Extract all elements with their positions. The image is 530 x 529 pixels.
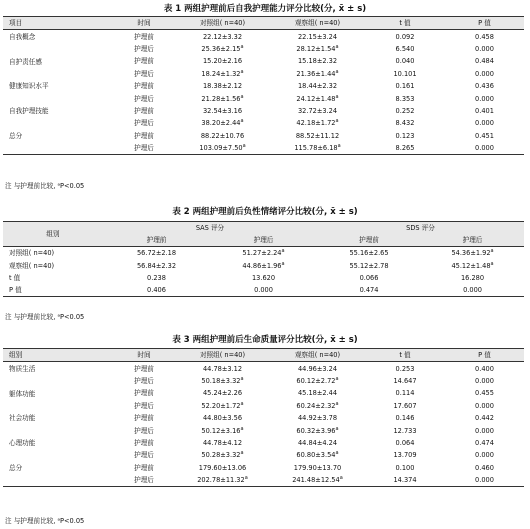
control-cell bbox=[175, 142, 270, 155]
group-cell bbox=[3, 142, 113, 155]
significance-mark: a bbox=[335, 93, 339, 100]
t-cell: 0.040 bbox=[395, 57, 415, 66]
observe-cell bbox=[270, 400, 365, 412]
table-row bbox=[3, 130, 524, 142]
control-cell bbox=[175, 80, 270, 92]
time-cell: 护理前 bbox=[134, 131, 154, 140]
table-row bbox=[3, 462, 524, 474]
table-row bbox=[3, 449, 524, 461]
table2-subheader: 护理后 bbox=[421, 234, 524, 247]
score-cell bbox=[317, 260, 421, 272]
control-cell-value: 103.09±7.50 bbox=[199, 144, 243, 153]
p-cell: 0.474 bbox=[475, 438, 494, 447]
p-cell: 0.000 bbox=[445, 142, 524, 155]
group-cell: 观察组( n=40) bbox=[9, 261, 55, 270]
score-cell-value: 54.36±1.92 bbox=[451, 249, 491, 258]
group-cell: 健康知识水平 bbox=[9, 82, 49, 91]
observe-cell-value: 28.12±1.54 bbox=[296, 44, 336, 53]
observe-cell bbox=[270, 462, 365, 474]
time-cell: 护理后 bbox=[134, 376, 154, 385]
observe-cell-value: 42.18±1.72 bbox=[296, 119, 336, 128]
control-cell-value: 50.28±3.32 bbox=[201, 451, 241, 460]
time-cell: 护理后 bbox=[134, 451, 154, 460]
table3-column-header: 组别 bbox=[3, 349, 113, 362]
observe-cell bbox=[270, 362, 365, 375]
control-cell bbox=[175, 130, 270, 142]
group-cell: 总分 bbox=[9, 131, 23, 140]
table1 bbox=[3, 16, 524, 155]
score-cell-value: 0.000 bbox=[463, 286, 482, 295]
t-cell: 8.432 bbox=[395, 119, 415, 128]
score-cell-value: 44.86±1.96 bbox=[242, 261, 282, 270]
table1-column-header: 时间 bbox=[113, 17, 175, 30]
group-cell bbox=[3, 68, 113, 80]
group-cell bbox=[3, 424, 113, 436]
table-row bbox=[3, 284, 524, 297]
t-cell: 14.374 bbox=[365, 474, 445, 487]
score-cell bbox=[421, 284, 524, 297]
table3-column-header: t 值 bbox=[365, 349, 445, 362]
table-row bbox=[3, 105, 524, 117]
t-cell: 0.092 bbox=[395, 32, 415, 41]
group-cell: 自我概念 bbox=[9, 32, 36, 41]
control-cell-value: 52.20±1.72 bbox=[201, 401, 241, 410]
table1-note: 注 与护理前比较, ᵃP<0.05 bbox=[5, 182, 85, 190]
p-cell: 0.455 bbox=[475, 389, 494, 398]
control-cell-value: 50.18±3.32 bbox=[201, 376, 241, 385]
significance-mark: a bbox=[335, 425, 339, 432]
p-cell: 0.442 bbox=[475, 414, 494, 423]
observe-cell bbox=[270, 30, 365, 43]
significance-mark: a bbox=[244, 474, 248, 481]
control-cell-value: 18.24±1.32 bbox=[201, 69, 241, 78]
observe-cell-value: 60.24±2.32 bbox=[296, 401, 336, 410]
control-cell-value: 45.24±2.26 bbox=[202, 389, 243, 398]
observe-cell-value: 115.78±6.18 bbox=[294, 144, 338, 153]
score-cell bbox=[421, 272, 524, 284]
observe-cell bbox=[270, 92, 365, 104]
observe-cell bbox=[270, 68, 365, 80]
observe-cell-value: 60.12±2.72 bbox=[296, 376, 336, 385]
control-cell bbox=[175, 30, 270, 43]
group-cell: 社会功能 bbox=[9, 414, 36, 423]
observe-cell bbox=[270, 55, 365, 67]
score-cell bbox=[103, 272, 210, 284]
p-cell: 0.000 bbox=[475, 426, 494, 435]
score-cell bbox=[317, 284, 421, 297]
table1-column-header: t 值 bbox=[365, 17, 445, 30]
control-cell bbox=[175, 412, 270, 424]
significance-mark: a bbox=[335, 43, 339, 50]
table2-sds-header: SDS 评分 bbox=[317, 222, 524, 235]
control-cell bbox=[175, 105, 270, 117]
score-cell bbox=[317, 247, 421, 260]
table2 bbox=[3, 221, 524, 297]
significance-mark: a bbox=[335, 68, 339, 75]
score-cell bbox=[103, 260, 210, 272]
significance-mark: a bbox=[240, 93, 244, 100]
control-cell bbox=[175, 43, 270, 55]
p-cell: 0.460 bbox=[475, 463, 494, 472]
control-cell bbox=[175, 462, 270, 474]
significance-mark: a bbox=[240, 118, 244, 125]
score-cell bbox=[421, 260, 524, 272]
t-cell: 0.252 bbox=[395, 106, 415, 115]
control-cell bbox=[175, 362, 270, 375]
observe-cell bbox=[270, 449, 365, 461]
control-cell-value: 15.20±2.16 bbox=[202, 57, 243, 66]
group-cell bbox=[3, 43, 113, 55]
significance-mark: a bbox=[281, 248, 285, 255]
control-cell bbox=[175, 437, 270, 449]
control-cell bbox=[175, 449, 270, 461]
significance-mark: a bbox=[490, 260, 494, 267]
control-cell bbox=[175, 424, 270, 436]
observe-cell bbox=[270, 424, 365, 436]
significance-mark: a bbox=[337, 142, 341, 149]
table-row bbox=[3, 260, 524, 272]
time-cell: 护理前 bbox=[134, 364, 154, 373]
control-cell bbox=[175, 117, 270, 129]
t-cell: 0.064 bbox=[395, 438, 415, 447]
t-cell: 0.146 bbox=[395, 414, 415, 423]
t-cell: 6.540 bbox=[395, 44, 415, 53]
control-cell-value: 25.36±2.15 bbox=[201, 44, 241, 53]
table2-subheader: 护理前 bbox=[103, 234, 210, 247]
significance-mark: a bbox=[339, 474, 343, 481]
p-cell: 0.000 bbox=[475, 401, 494, 410]
table3-column-header: P 值 bbox=[445, 349, 524, 362]
observe-cell-value: 15.18±2.32 bbox=[297, 57, 338, 66]
control-cell bbox=[175, 92, 270, 104]
group-cell bbox=[3, 92, 113, 104]
time-cell: 护理前 bbox=[134, 389, 154, 398]
observe-cell bbox=[270, 412, 365, 424]
table-row bbox=[3, 92, 524, 104]
observe-cell bbox=[270, 43, 365, 55]
significance-mark: a bbox=[240, 450, 244, 457]
t-cell: 13.709 bbox=[393, 451, 417, 460]
observe-cell-value: 24.12±1.48 bbox=[296, 94, 336, 103]
table3-column-header: 时间 bbox=[113, 349, 175, 362]
control-cell bbox=[175, 68, 270, 80]
t-cell: 0.161 bbox=[395, 82, 415, 91]
control-cell-value: 44.80±3.56 bbox=[202, 414, 243, 423]
control-cell bbox=[175, 400, 270, 412]
time-cell: 护理后 bbox=[134, 426, 154, 435]
time-cell: 护理后 bbox=[134, 401, 154, 410]
control-cell-value: 179.60±13.06 bbox=[198, 463, 247, 472]
p-cell: 0.000 bbox=[475, 451, 494, 460]
p-cell: 0.000 bbox=[475, 119, 494, 128]
observe-cell-value: 18.44±2.32 bbox=[297, 82, 338, 91]
p-cell: 0.458 bbox=[475, 32, 494, 41]
score-cell bbox=[210, 284, 317, 297]
group-cell: 物质生活 bbox=[9, 364, 36, 373]
score-cell-value: 16.280 bbox=[460, 273, 485, 282]
observe-cell-value: 44.92±3.78 bbox=[297, 414, 338, 423]
p-cell: 0.000 bbox=[475, 94, 494, 103]
significance-mark: a bbox=[240, 400, 244, 407]
observe-cell-value: 45.18±2.44 bbox=[297, 389, 338, 398]
score-cell-value: 55.12±2.78 bbox=[349, 261, 389, 270]
table2-title: 表 2 两组护理前后负性情绪评分比较(分, x̄ ± s) bbox=[172, 207, 358, 217]
observe-cell bbox=[270, 387, 365, 399]
control-cell-value: 38.20±2.44 bbox=[201, 119, 241, 128]
score-cell-value: 0.238 bbox=[147, 273, 166, 282]
control-cell bbox=[175, 55, 270, 67]
group-cell: 对照组( n=40) bbox=[9, 249, 55, 258]
table-row bbox=[3, 437, 524, 449]
significance-mark: a bbox=[335, 400, 339, 407]
time-cell: 护理后 bbox=[113, 474, 175, 487]
table-row bbox=[3, 80, 524, 92]
group-cell: t 值 bbox=[9, 273, 21, 282]
control-cell-value: 21.28±1.56 bbox=[201, 94, 241, 103]
table1-title: 表 1 两组护理前后自我护理能力评分比较(分, x̄ ± s) bbox=[163, 4, 367, 14]
time-cell: 护理后 bbox=[134, 69, 154, 78]
significance-mark: a bbox=[335, 375, 339, 382]
table3-note: 注 与护理前比较, ᵃP<0.05 bbox=[5, 517, 85, 525]
table3-header-row bbox=[3, 349, 524, 362]
time-cell: 护理后 bbox=[113, 142, 175, 155]
t-cell: 8.353 bbox=[395, 94, 415, 103]
group-cell bbox=[3, 117, 113, 129]
table2-group-header: 组别 bbox=[3, 222, 103, 247]
score-cell-value: 0.000 bbox=[254, 286, 273, 295]
p-cell: 0.400 bbox=[475, 364, 494, 373]
group-cell bbox=[3, 449, 113, 461]
significance-mark: a bbox=[242, 142, 246, 149]
table-row bbox=[3, 68, 524, 80]
time-cell: 护理后 bbox=[134, 94, 154, 103]
table-row bbox=[3, 412, 524, 424]
table-row bbox=[3, 247, 524, 260]
group-cell: 自护责任感 bbox=[9, 57, 42, 66]
score-cell bbox=[421, 247, 524, 260]
score-cell bbox=[210, 260, 317, 272]
observe-cell bbox=[270, 105, 365, 117]
significance-mark: a bbox=[281, 260, 285, 267]
score-cell bbox=[103, 284, 210, 297]
table1-column-header: 观察组( n=40) bbox=[270, 17, 365, 30]
t-cell: 17.607 bbox=[393, 401, 417, 410]
table3-column-header: 对照组( n=40) bbox=[175, 349, 270, 362]
observe-cell bbox=[270, 375, 365, 387]
table-row bbox=[3, 117, 524, 129]
control-cell bbox=[175, 474, 270, 487]
time-cell: 护理前 bbox=[134, 82, 154, 91]
p-cell: 0.000 bbox=[475, 44, 494, 53]
observe-cell bbox=[270, 80, 365, 92]
table-row bbox=[3, 272, 524, 284]
score-cell-value: 0.406 bbox=[147, 286, 166, 295]
score-cell-value: 56.72±2.18 bbox=[136, 249, 177, 258]
observe-cell-value: 22.15±3.24 bbox=[297, 32, 338, 41]
observe-cell-value: 60.32±3.96 bbox=[296, 426, 336, 435]
t-cell: 10.101 bbox=[393, 69, 417, 78]
significance-mark: a bbox=[240, 43, 244, 50]
time-cell: 护理前 bbox=[134, 57, 154, 66]
t-cell: 12.733 bbox=[393, 426, 417, 435]
score-cell bbox=[103, 247, 210, 260]
score-cell-value: 0.474 bbox=[359, 286, 379, 295]
score-cell-value: 0.066 bbox=[359, 273, 379, 282]
score-cell-value: 45.12±1.48 bbox=[451, 261, 491, 270]
time-cell: 护理前 bbox=[134, 106, 154, 115]
table3-column-header: 观察组( n=40) bbox=[270, 349, 365, 362]
significance-mark: a bbox=[490, 248, 494, 255]
table-row bbox=[3, 30, 524, 43]
group-cell: 躯体功能 bbox=[9, 389, 36, 398]
time-cell: 护理前 bbox=[134, 32, 154, 41]
table1-column-header: 对照组( n=40) bbox=[175, 17, 270, 30]
control-cell-value: 44.78±4.12 bbox=[202, 438, 243, 447]
observe-cell-value: 241.48±12.54 bbox=[292, 476, 340, 485]
table-row bbox=[3, 400, 524, 412]
control-cell-value: 44.78±3.12 bbox=[202, 364, 243, 373]
group-cell bbox=[3, 400, 113, 412]
table2-header-row bbox=[3, 222, 524, 235]
group-cell bbox=[3, 375, 113, 387]
table1-column-header: P 值 bbox=[445, 17, 524, 30]
table-row bbox=[3, 142, 524, 155]
group-cell: 总分 bbox=[9, 463, 23, 472]
significance-mark: a bbox=[240, 425, 244, 432]
p-cell: 0.000 bbox=[445, 474, 524, 487]
score-cell-value: 55.16±2.65 bbox=[349, 249, 389, 258]
table2-subheader: 护理后 bbox=[210, 234, 317, 247]
score-cell-value: 51.27±2.24 bbox=[242, 249, 282, 258]
group-cell bbox=[3, 474, 113, 487]
p-cell: 0.000 bbox=[475, 69, 494, 78]
group-cell: 心理功能 bbox=[9, 439, 36, 448]
p-cell: 0.451 bbox=[475, 131, 494, 140]
t-cell: 0.114 bbox=[395, 389, 415, 398]
score-cell-value: 13.620 bbox=[251, 273, 276, 282]
table3-title: 表 3 两组护理前后生命质量评分比较(分, x̄ ± s) bbox=[172, 335, 358, 345]
score-cell bbox=[210, 272, 317, 284]
time-cell: 护理后 bbox=[134, 44, 154, 53]
observe-cell-value: 21.36±1.44 bbox=[296, 69, 336, 78]
significance-mark: a bbox=[335, 450, 339, 457]
p-cell: 0.484 bbox=[475, 57, 494, 66]
significance-mark: a bbox=[335, 118, 339, 125]
table3 bbox=[3, 348, 524, 487]
table-row bbox=[3, 375, 524, 387]
time-cell: 护理前 bbox=[134, 463, 154, 472]
group-cell: 自我护理技能 bbox=[9, 107, 49, 116]
score-cell bbox=[317, 272, 421, 284]
observe-cell-value: 32.72±3.24 bbox=[297, 106, 338, 115]
observe-cell-value: 179.90±13.70 bbox=[293, 463, 342, 472]
group-cell: P 值 bbox=[3, 284, 103, 297]
table2-sas-header: SAS 评分 bbox=[103, 222, 317, 235]
table-row bbox=[3, 43, 524, 55]
control-cell-value: 32.54±3.16 bbox=[202, 106, 243, 115]
control-cell-value: 18.38±2.12 bbox=[202, 82, 243, 91]
observe-cell bbox=[270, 437, 365, 449]
observe-cell-value: 44.84±4.24 bbox=[297, 438, 338, 447]
observe-cell-value: 60.80±3.54 bbox=[296, 451, 336, 460]
t-cell: 0.253 bbox=[395, 364, 415, 373]
table2-note: 注 与护理前比较, ᵃP<0.05 bbox=[5, 313, 85, 321]
observe-cell-value: 44.96±3.24 bbox=[297, 364, 338, 373]
control-cell bbox=[175, 387, 270, 399]
p-cell: 0.000 bbox=[475, 376, 494, 385]
t-cell: 0.100 bbox=[395, 463, 415, 472]
t-cell: 8.265 bbox=[365, 142, 445, 155]
p-cell: 0.401 bbox=[475, 106, 494, 115]
table-row bbox=[3, 424, 524, 436]
observe-cell bbox=[270, 117, 365, 129]
significance-mark: a bbox=[240, 375, 244, 382]
significance-mark: a bbox=[240, 68, 244, 75]
observe-cell-value: 88.52±11.12 bbox=[295, 131, 340, 140]
observe-cell bbox=[270, 142, 365, 155]
observe-cell bbox=[270, 474, 365, 487]
control-cell-value: 50.12±3.16 bbox=[201, 426, 241, 435]
table-row bbox=[3, 55, 524, 67]
table1-header-row bbox=[3, 17, 524, 30]
time-cell: 护理前 bbox=[134, 438, 154, 447]
observe-cell bbox=[270, 130, 365, 142]
table-row bbox=[3, 362, 524, 375]
p-cell: 0.436 bbox=[475, 82, 494, 91]
control-cell bbox=[175, 375, 270, 387]
control-cell-value: 88.22±10.76 bbox=[200, 131, 245, 140]
t-cell: 14.647 bbox=[393, 376, 417, 385]
control-cell-value: 22.12±3.32 bbox=[202, 32, 243, 41]
table-row bbox=[3, 474, 524, 487]
score-cell-value: 56.84±2.32 bbox=[136, 261, 177, 270]
table2-subheader: 护理前 bbox=[317, 234, 421, 247]
control-cell-value: 202.78±11.32 bbox=[197, 476, 245, 485]
score-cell bbox=[210, 247, 317, 260]
table-row bbox=[3, 387, 524, 399]
t-cell: 0.123 bbox=[395, 131, 415, 140]
table1-column-header: 项目 bbox=[3, 17, 113, 30]
time-cell: 护理后 bbox=[134, 119, 154, 128]
time-cell: 护理前 bbox=[134, 414, 154, 423]
